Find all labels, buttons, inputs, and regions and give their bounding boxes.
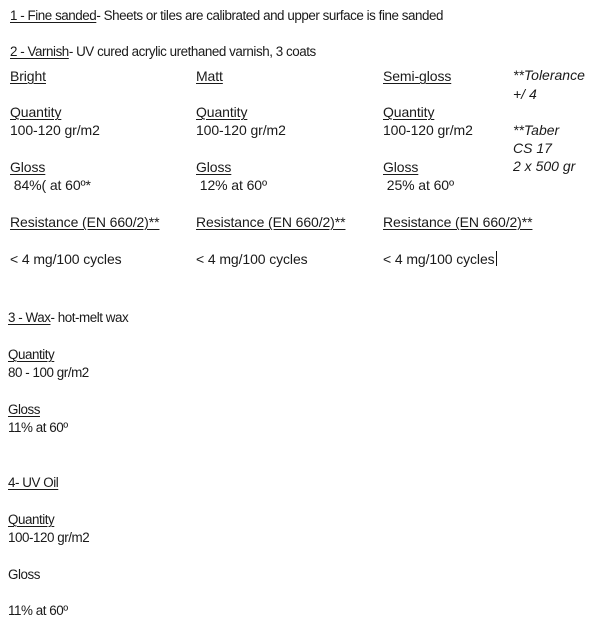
section2-description: - UV cured acrylic urethaned varnish, 3 coats [68, 44, 316, 59]
semi-gloss-gloss-value: 25% at 60º [383, 177, 454, 193]
semi-gloss-resistance-value: < 4 mg/100 cycles [383, 251, 495, 267]
text-cursor [496, 251, 497, 266]
uv-oil-gloss-label: Gloss [8, 567, 40, 582]
matt-gloss-label: Gloss [196, 159, 232, 175]
section2-heading: 2 - Varnish [10, 44, 69, 59]
bright-resistance-label: Resistance (EN 660/2)** [10, 214, 160, 230]
matt-quantity-label: Quantity [196, 104, 248, 120]
matt-resistance-label: Resistance (EN 660/2)** [196, 214, 346, 230]
wax-quantity-label: Quantity [8, 347, 55, 362]
section4-heading: 4- UV Oil [8, 475, 59, 490]
section1-line [10, 7, 443, 25]
tolerance-note: **Tolerance [513, 67, 585, 83]
taber-note: **Taber [513, 122, 560, 138]
bright-gloss-label: Gloss [10, 159, 46, 175]
wax-gloss-value: 11% at 60º [8, 420, 68, 435]
uv-oil-quantity-value: 100-120 gr/m2 [8, 530, 90, 545]
bright-gloss-value: 84%( at 60º* [10, 177, 91, 193]
semi-gloss-quantity-label: Quantity [383, 104, 435, 120]
bright-heading: Bright [10, 68, 46, 84]
matt-gloss-value: 12% at 60º [196, 177, 267, 193]
wax-gloss-label: Gloss [8, 402, 40, 417]
uv-oil-quantity-label: Quantity [8, 512, 55, 527]
bright-quantity-value: 100-120 gr/m2 [10, 122, 100, 138]
section2-line [10, 43, 316, 61]
semi-gloss-gloss-label: Gloss [383, 159, 419, 175]
tolerance-value: +/ 4 [513, 86, 537, 102]
semi-gloss-heading: Semi-gloss [383, 68, 452, 84]
section3-description: - hot-melt wax [50, 310, 129, 325]
section3-line [8, 309, 128, 327]
bright-quantity-label: Quantity [10, 104, 62, 120]
taber-model: CS 17 [513, 140, 552, 156]
section1-heading: 1 - Fine sanded [10, 8, 97, 23]
matt-quantity-value: 100-120 gr/m2 [196, 122, 286, 138]
section3-heading: 3 - Wax [8, 310, 51, 325]
taber-load: 2 x 500 gr [513, 158, 576, 174]
wax-quantity-value: 80 - 100 gr/m2 [8, 365, 89, 380]
section1-description: - Sheets or tiles are calibrated and upper surface is fine sanded [96, 8, 443, 23]
matt-heading: Matt [196, 68, 223, 84]
matt-resistance-value: < 4 mg/100 cycles [196, 251, 308, 267]
uv-oil-gloss-value: 11% at 60º [8, 603, 68, 618]
semi-gloss-quantity-value: 100-120 gr/m2 [383, 122, 473, 138]
bright-resistance-value: < 4 mg/100 cycles [10, 251, 122, 267]
semi-gloss-resistance-label: Resistance (EN 660/2)** [383, 214, 533, 230]
semi-gloss-resistance-line[interactable] [383, 250, 497, 268]
